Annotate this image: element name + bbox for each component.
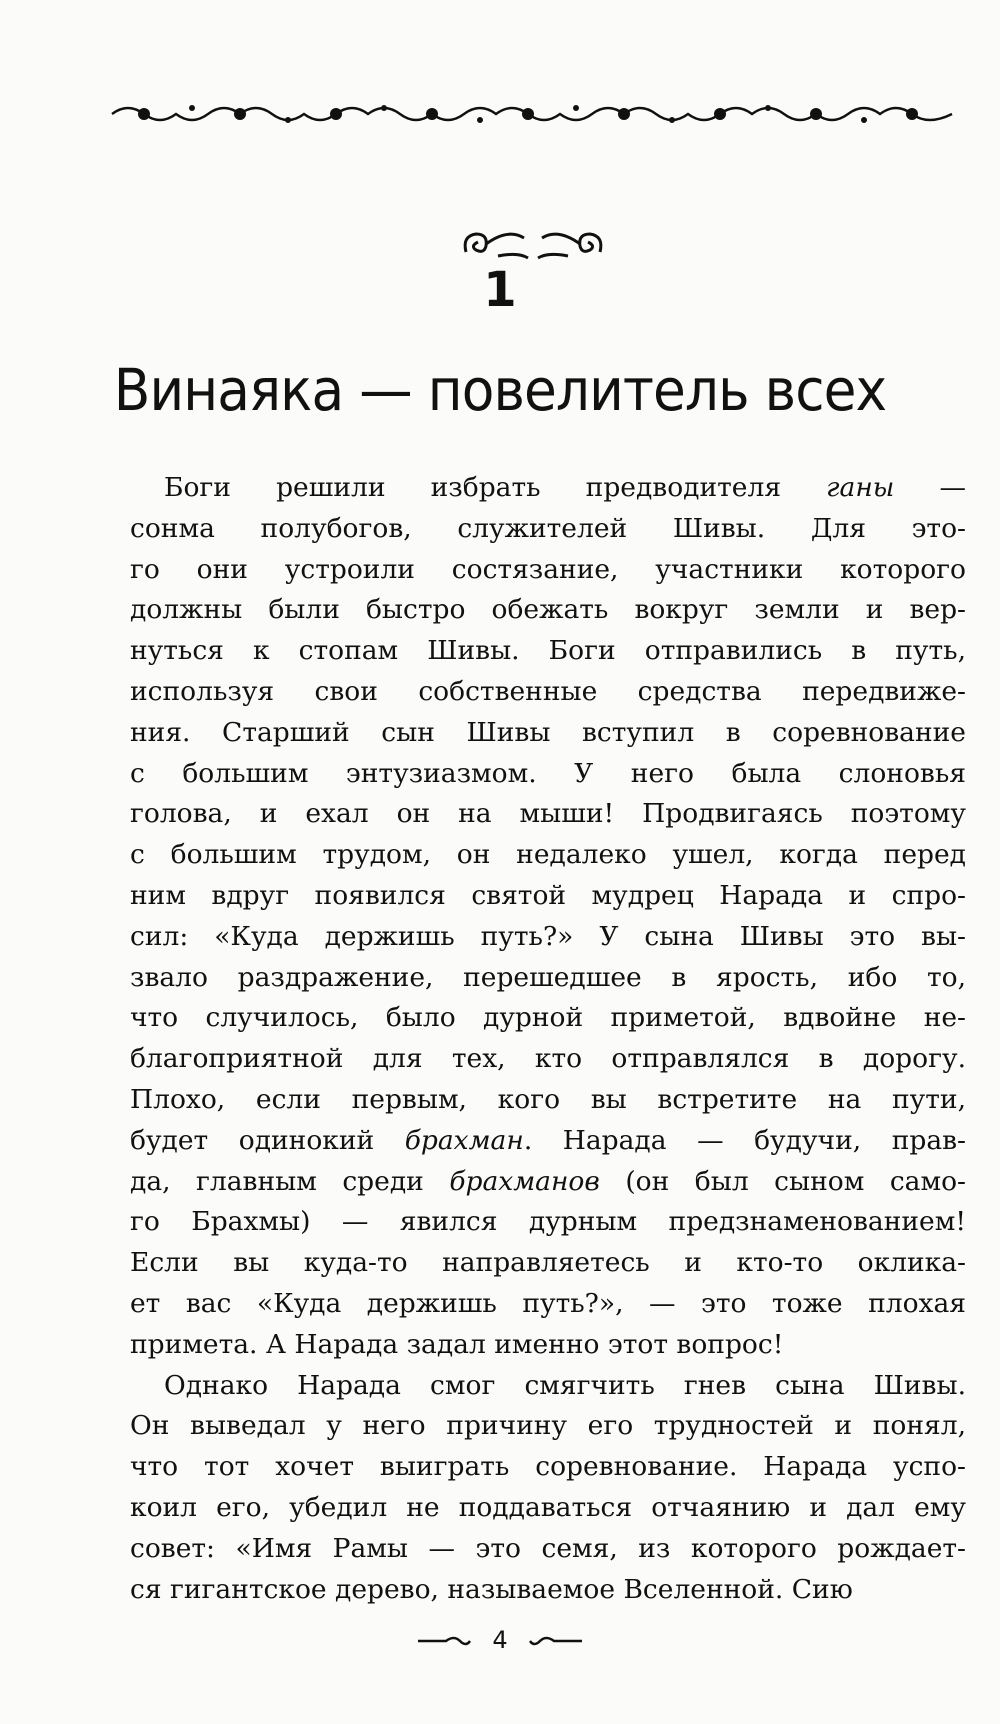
text-line — [130, 1080, 966, 1121]
text-line — [130, 1447, 966, 1488]
text-line — [130, 1325, 966, 1366]
text-segment: . Нарада — будучи, прав- — [523, 1124, 966, 1156]
text-line — [130, 1039, 966, 1080]
text-segment: да, главным среди — [130, 1165, 450, 1197]
italic-term: брахманов — [449, 1165, 600, 1197]
page-number: 4 — [492, 1626, 508, 1654]
text-line — [130, 1529, 966, 1570]
text-line — [130, 958, 966, 999]
text-line — [130, 876, 966, 917]
text-segment: нуться к стопам Шивы. Боги отправились в путь, — [130, 635, 966, 667]
text-line — [130, 1488, 966, 1529]
chapter-body-text — [130, 468, 966, 1610]
text-line — [130, 1284, 966, 1325]
top-ornamental-border — [108, 94, 956, 134]
text-line — [130, 1162, 966, 1203]
text-line — [130, 1406, 966, 1447]
italic-term: брахман — [404, 1124, 524, 1156]
text-segment: — — [894, 472, 966, 503]
text-line — [130, 917, 966, 958]
text-segment: должны были быстро обежать вокруг земли и вер- — [130, 594, 966, 626]
text-segment: что случилось, было дурной приметой, вдвойне не- — [130, 1002, 966, 1034]
text-segment: го Брахмы) — явился дурным предзнаменованием! — [130, 1206, 966, 1238]
text-segment: сонма полубогов, служителей Шивы. Для это- — [130, 512, 966, 544]
text-segment: благоприятной для тех, кто отправлялся в дорогу. — [130, 1043, 966, 1075]
italic-term: ганы — [826, 472, 895, 503]
text-segment: Однако Нарада смог смягчить гнев сына Шивы. — [164, 1369, 966, 1401]
text-segment: коил его, убедил не поддаваться отчаянию и дал ему — [130, 1491, 966, 1523]
footer-left-ornament-icon — [416, 1634, 472, 1648]
text-segment: с большим энтузиазмом. У него была слоновья — [130, 757, 966, 789]
text-line — [130, 509, 966, 550]
text-line — [130, 794, 966, 835]
text-segment: сил: «Куда держишь путь?» У сына Шивы это вы- — [130, 920, 966, 952]
text-segment: используя свои собственные средства передвиже- — [130, 675, 966, 707]
text-segment: примета. А Нарада задал именно этот вопрос! — [130, 1328, 784, 1360]
text-segment: ся гигантское дерево, называемое Вселенной. Сию — [130, 1573, 853, 1605]
text-line — [130, 1121, 966, 1162]
text-segment: Он выведал у него причину его трудностей и понял, — [130, 1410, 966, 1442]
text-line — [130, 998, 966, 1039]
text-line — [130, 1202, 966, 1243]
text-segment: с большим трудом, он недалеко ушел, когда перед — [130, 839, 966, 871]
text-line — [130, 1243, 966, 1284]
text-segment: будет одинокий — [130, 1124, 405, 1156]
text-segment: совет: «Имя Рамы — это семя, из которого рождает- — [130, 1532, 966, 1564]
text-segment: ния. Старший сын Шивы вступил в соревнование — [130, 716, 966, 748]
text-segment: го они устроили состязание, участники которого — [130, 553, 966, 585]
page-footer — [0, 1620, 1000, 1660]
text-segment: ет вас «Куда держишь путь?», — это тоже плохая — [130, 1287, 966, 1319]
text-line — [130, 590, 966, 631]
text-segment: что тот хочет выиграть соревнование. Нарада успо- — [130, 1451, 966, 1483]
text-segment: ним вдруг появился святой мудрец Нарада и спро- — [130, 879, 966, 911]
text-line — [130, 672, 966, 713]
text-line — [130, 468, 966, 509]
text-line — [130, 550, 966, 591]
chapter-ornament-icon — [458, 222, 608, 264]
footer-right-ornament-icon — [528, 1634, 584, 1648]
text-segment: Если вы куда-то направляетесь и кто-то оклика- — [130, 1247, 966, 1279]
text-line — [130, 754, 966, 795]
chapter-number: 1 — [483, 262, 517, 318]
text-segment: Плохо, если первым, кого вы встретите на пути, — [130, 1083, 966, 1115]
text-line — [130, 713, 966, 754]
text-line — [130, 835, 966, 876]
text-line — [130, 1570, 966, 1611]
chapter-title: Винаяка — повелитель всех — [113, 356, 887, 424]
text-line — [130, 1366, 966, 1407]
text-segment: (он был сыном само- — [599, 1165, 966, 1197]
text-segment: звало раздражение, перешедшее в ярость, ибо то, — [130, 961, 966, 993]
text-line — [130, 631, 966, 672]
text-segment: Боги решили избрать предводителя — [164, 472, 827, 503]
text-segment: голова, и ехал он на мыши! Продвигаясь поэтому — [130, 798, 966, 830]
